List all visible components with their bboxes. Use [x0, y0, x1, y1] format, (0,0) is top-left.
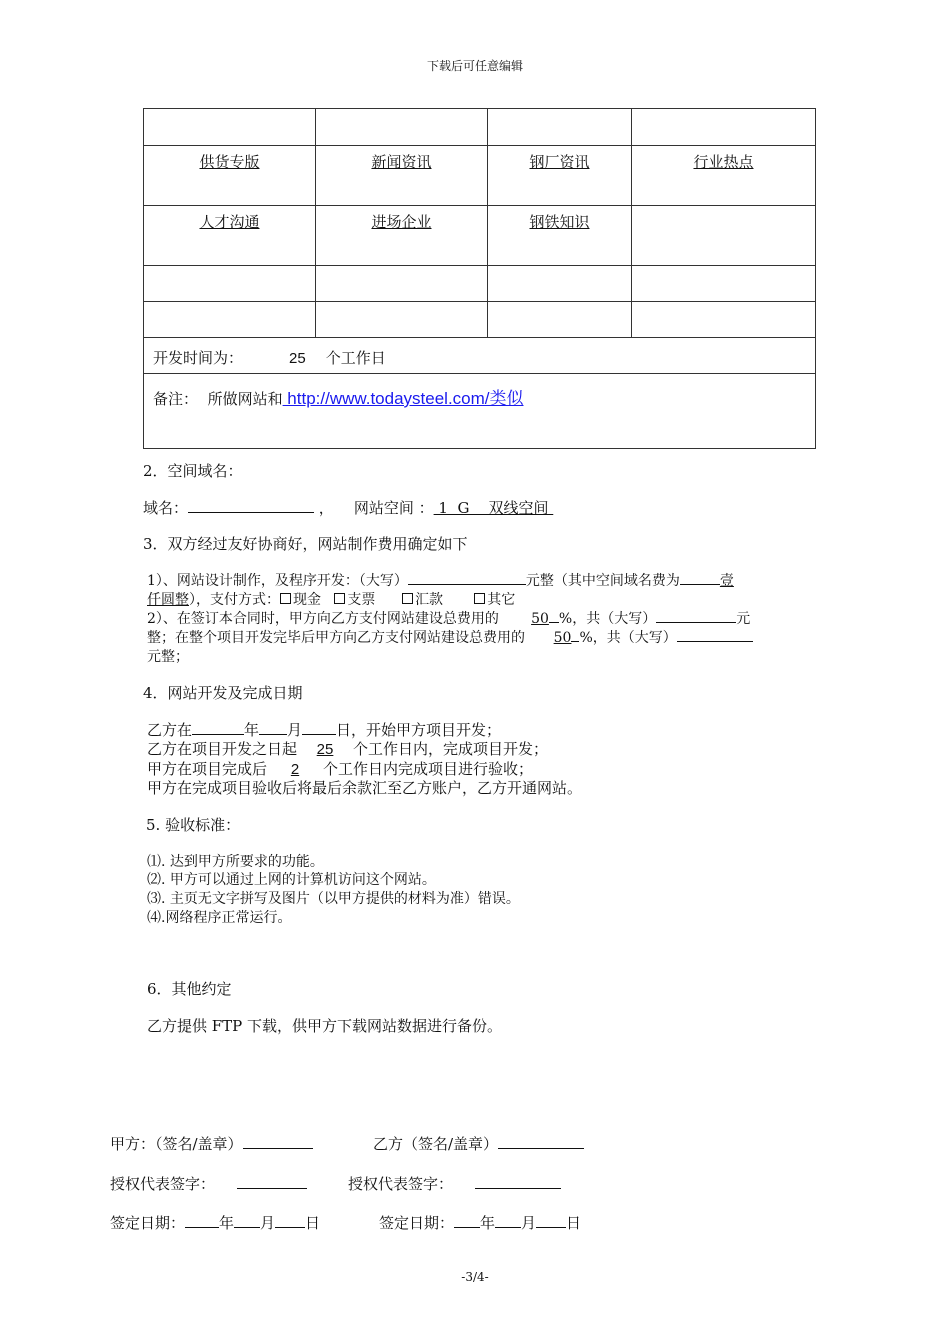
schedule-line-2: 乙方在项目开发之日起 25 个工作日内，完成项目开发； [147, 740, 549, 758]
link-hot[interactable]: 行业热点 [693, 153, 754, 171]
note-text: 所做网站和 [207, 390, 283, 408]
rep-b-sign: 授权代表签字： [348, 1173, 561, 1194]
criteria-item: ⑶. 主页无文字拼写及图片（以甲方提供的材料为准）错误。 [147, 891, 520, 907]
link-supply[interactable]: 供货专版 [199, 153, 260, 171]
page-header: 下载后可任意编辑 [426, 59, 523, 73]
schedule-line-1: 乙方在 年 月 日，开始甲方项目开发； [147, 721, 502, 739]
dev-time-value: 25 [289, 350, 306, 367]
note-label: 备注： [153, 390, 199, 408]
checkbox-check[interactable] [334, 593, 345, 604]
table-row [144, 146, 816, 206]
dev-time-label: 开发时间为： [153, 349, 244, 367]
comma: ， [318, 499, 334, 517]
fee-line-1: 1）、网站设计制作，及程序开发：（大写） 元整（其中空间域名费为 壹 [147, 570, 734, 590]
fee-line-2: 仟圆整），支付方式： 现金 支票 汇款 其它 [147, 592, 516, 608]
link-companies[interactable]: 进场企业 [371, 213, 432, 231]
checkbox-cash[interactable] [280, 593, 291, 604]
section-6-title: 6．其他约定 [147, 980, 232, 998]
link-knowledge[interactable]: 钢铁知识 [529, 213, 590, 231]
table-row [144, 302, 816, 338]
feature-table [143, 108, 816, 449]
dev-time-unit: 个工作日 [325, 349, 386, 367]
rep-a-sign: 授权代表签字： [110, 1173, 307, 1194]
criteria-item: ⑷.网络程序正常运行。 [147, 910, 292, 926]
table-row [144, 266, 816, 302]
party-a-blank[interactable] [243, 1134, 313, 1149]
table-row [144, 109, 816, 146]
fee-line-3: 2）、在签订本合同时，甲方向乙方支付网站建设总费用的 50 %，共（大写） 元 [147, 608, 750, 628]
criteria-item: ⑵. 甲方可以通过上网的计算机访问这个网站。 [147, 872, 436, 888]
link-news[interactable]: 新闻资讯 [371, 153, 432, 171]
rep-a-blank[interactable] [237, 1174, 307, 1189]
section-3-title: 3．双方经过友好协商好，网站制作费用确定如下 [143, 535, 468, 553]
reference-url-link[interactable]: http://www.todaysteel.com/ [282, 389, 490, 408]
party-b-sign: 乙方（签名/盖章） [373, 1133, 584, 1154]
date-a-line: 签定日期： 年 月 日 [110, 1214, 321, 1232]
dev-time-cell [144, 338, 816, 374]
note-suffix: 类似 [489, 389, 524, 409]
other-terms-text: 乙方提供 FTP 下载，供甲方下载网站数据进行备份。 [147, 1017, 503, 1035]
space-value: 1 G 双线空间 [433, 499, 554, 517]
page-number: -3/4- [461, 1270, 489, 1284]
domain-label: 域名： [143, 499, 189, 517]
checkbox-transfer[interactable] [402, 593, 413, 604]
link-talent[interactable]: 人才沟通 [199, 213, 260, 231]
fee-line-5: 元整； [147, 649, 189, 665]
criteria-item: ⑴. 达到甲方所要求的功能。 [147, 854, 324, 870]
note-cell [144, 374, 816, 449]
checkbox-other[interactable] [474, 593, 485, 604]
space-label: 网站空间 ： [353, 499, 434, 517]
table-row [144, 338, 816, 374]
fee-line-4: 整；在整个项目开发完毕后甲方向乙方支付网站建设总费用的 50 %，共（大写） [147, 627, 753, 647]
section-5-title: 5. 验收标准： [146, 816, 241, 834]
domain-line [143, 497, 553, 518]
domain-blank [188, 498, 314, 513]
party-b-blank[interactable] [498, 1134, 584, 1149]
section-4-title: 4．网站开发及完成日期 [143, 684, 303, 702]
table-row [144, 206, 816, 266]
schedule-line-3: 甲方在项目完成后 2 个工作日内完成项目进行验收； [147, 760, 534, 778]
link-mills[interactable]: 钢厂资讯 [529, 153, 590, 171]
schedule-line-4: 甲方在完成项目验收后将最后余款汇至乙方账户，乙方开通网站。 [147, 779, 583, 797]
section-2-title: 2．空间域名： [143, 462, 243, 480]
date-b-line: 签定日期： 年 月 日 [379, 1214, 582, 1232]
rep-b-blank[interactable] [475, 1174, 561, 1189]
table-row [144, 374, 816, 449]
party-a-sign: 甲方：（签名/盖章） [110, 1133, 313, 1154]
